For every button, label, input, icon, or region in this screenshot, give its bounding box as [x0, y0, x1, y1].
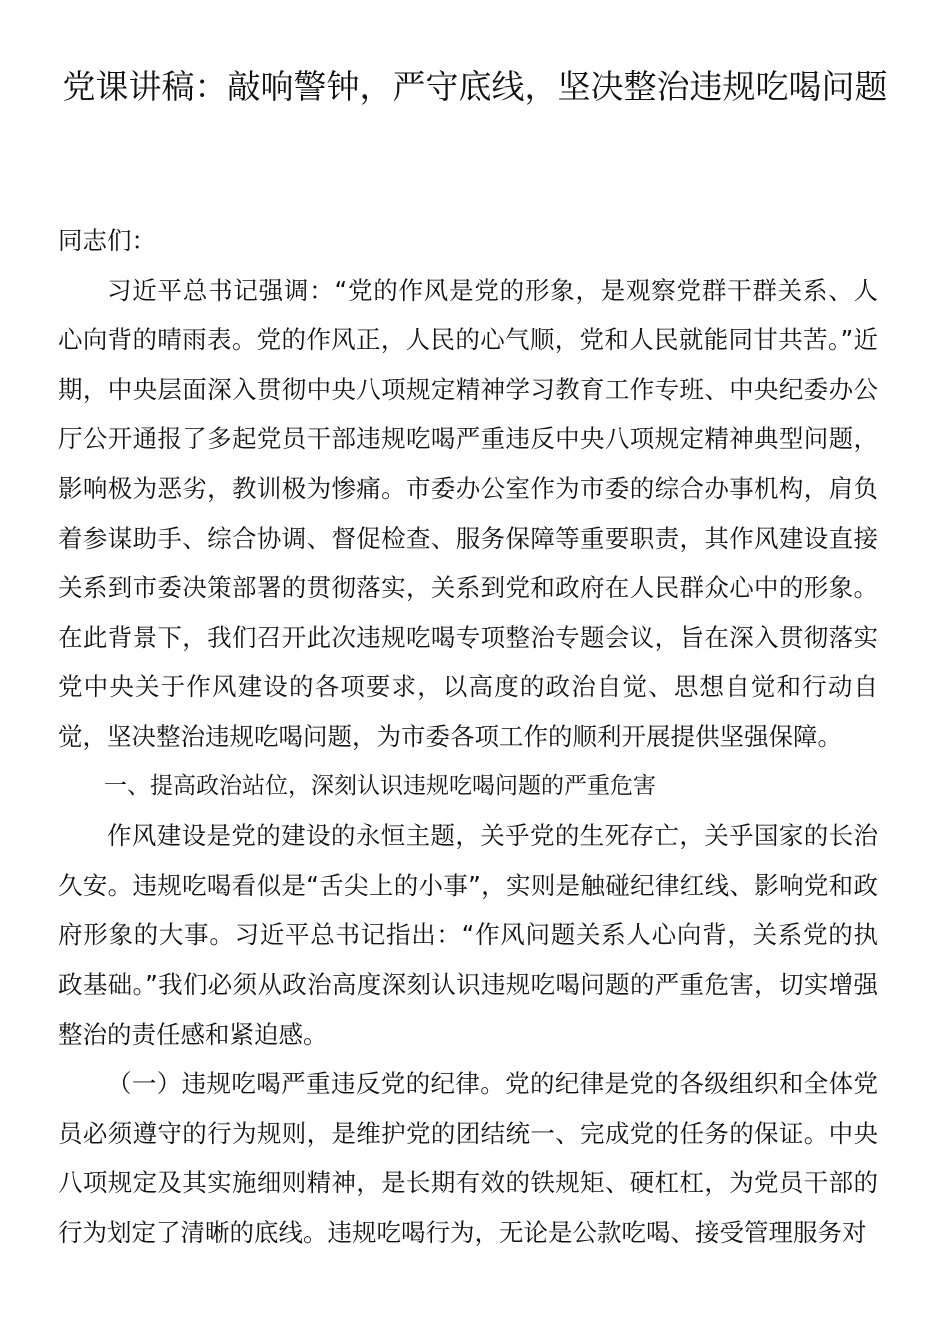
greeting: 同志们：	[58, 226, 156, 255]
section-paragraph: （一）违规吃喝严重违反党的纪律。党的纪律是党的各级组织和全体党员必须遵守的行为规则，是维护党的团结统一、完成党的任务的保证。中央八项规定及其实施细则精神，是长期有效的铁规矩、硬杠杠，为党员干部的行为划定了清晰的底线。违规吃喝行为，无论是公款吃喝、接受管理服务对	[58, 1069, 878, 1247]
document-title: 党课讲稿：敲响警钟，严守底线，坚决整治违规吃喝问题	[62, 67, 888, 106]
intro-paragraph: 习近平总书记强调：“党的作风是党的形象，是观察党群干群关系、人心向背的晴雨表。党的作风正，人民的心气顺，党和人民就能同甘共苦。”近期，中央层面深入贯彻中央八项规定精神学习教育工作专班、中央纪委办公厅公开通报了多起党员干部违规吃喝严重违反中央八项规定精神典型问题，影响极为恶劣，教训极为惨痛。市委办公室作为市委的综合办事机构，肩负着参谋助手、综合协调、督促检查、服务保障等重要职责，其作风建设直接关系到市委决策部署的贯彻落实，关系到党和政府在人民群众心中的形象。在此背景下，我们召开此次违规吃喝专项整治专题会议，旨在深入贯彻落实党中央关于作风建设的各项要求，以高度的政治自觉、思想自觉和行动自觉，坚决整治违规吃喝问题，为市委各项工作的顺利开展提供坚强保障。	[58, 275, 878, 751]
document-body	[58, 216, 878, 1257]
section-paragraph: 作风建设是党的建设的永恒主题，关乎党的生死存亡，关乎国家的长治久安。违规吃喝看似是“舌尖上的小事”，实则是触碰纪律红线、影响党和政府形象的大事。习近平总书记指出：“作风问题关系人心向背，关系党的执政基础。”我们必须从政治高度深刻认识违规吃喝问题的严重危害，切实增强整治的责任感和紧迫感。	[58, 821, 878, 1049]
section-heading: 一、提高政治站位，深刻认识违规吃喝问题的严重危害	[104, 772, 656, 799]
